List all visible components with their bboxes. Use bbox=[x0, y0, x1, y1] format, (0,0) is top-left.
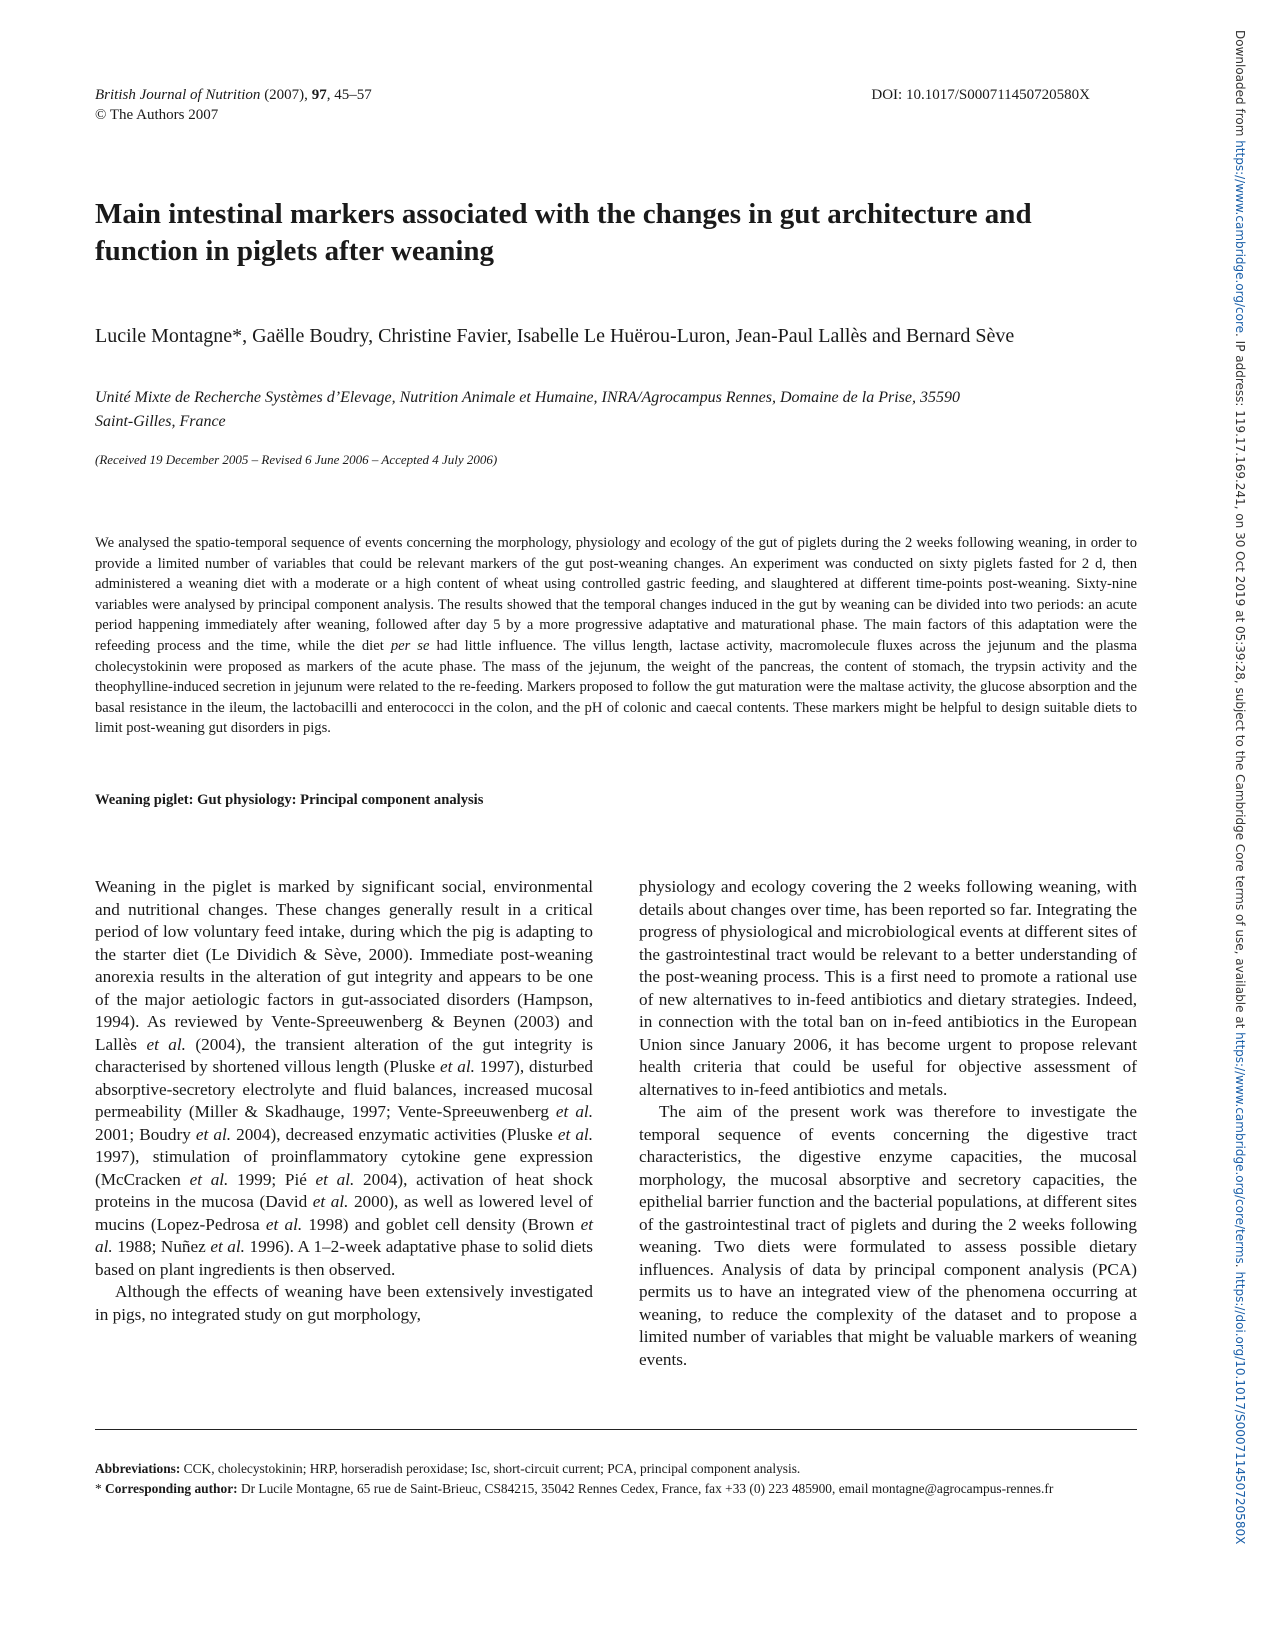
body-column-right bbox=[639, 876, 1137, 1371]
terms-link[interactable]: https://www.cambridge.org/core/terms bbox=[1233, 1032, 1247, 1264]
authors: Lucile Montagne*, Gaëlle Boudry, Christine Favier, Isabelle Le Huërou-Luron, Jean-Paul Lallès and Bernard Sève bbox=[95, 325, 1015, 347]
abbreviations-footnote: Abbreviations: CCK, cholecystokinin; HRP, horseradish peroxidase; Isc, short-circuit current; PCA, principal component analysis. bbox=[95, 1461, 801, 1476]
paragraph: Weaning in the piglet is marked by significant social, environmental and nutritional changes. These changes generally result in a critical period of low voluntary feed intake, during which the pig is adapting to the starter diet (Le Dividich & Sève, 2000). Immediate post-weaning anorexia results in the alteration of gut integrity and appears to be one of the major aetiologic factors in gut-associated disorders (Hampson, 1994). As reviewed by Vente-Spreeuwenberg & Beynen (2003) and Lallès et al. (2004), the transient alteration of the gut integrity is characterised by shortened villous length (Pluske et al. 1997), disturbed absorptive-secretory electrolyte and fluid balances, increased mucosal permeability (Miller & Skadhauge, 1997; Vente-Spreeuwenberg et al. 2001; Boudry et al. 2004), decreased enzymatic activities (Pluske et al. 1997), stimulation of proinflammatory cytokine gene expression (McCracken et al. 1999; Pié et al. 2004), activation of heat shock proteins in the mucosa (David et al. 2000), as well as lowered level of mucins (Lopez-Pedrosa et al. 1998) and goblet cell density (Brown et al. 1988; Nuñez et al. 1996). A 1–2-week adaptative phase to solid diets based on plant ingredients is then observed. bbox=[95, 877, 594, 1279]
abstract-text-2: had little influence. The villus length, lactase activity, macromolecule fluxes across the jejunum and the plasma cholecystokinin were proposed as markers of the acute phase. The mass of the jejunum, the weight of the pancreas, the content of stomach, the trypsin activity and the theophylline-induced secretion in jejunum were related to the re-feeding. Markers proposed to follow the gut maturation were the maltase activity, the glucose absorption and the basal resistance in the ileum, the lactobacilli and enterococci in the colon, and the pH of colonic and caecal contents. These markers might be helpful to design suitable diets to limit post-weaning gut disorders in pigs. bbox=[95, 637, 1137, 737]
body-column-left bbox=[95, 876, 593, 1326]
journal-pages: , 45–57 bbox=[326, 87, 372, 103]
article-title: Main intestinal markers associated with the changes in gut architecture and function in piglets after weaning bbox=[95, 198, 1032, 267]
footnotes bbox=[95, 1459, 1137, 1499]
cambridge-core-link[interactable]: https://www.cambridge.org/core bbox=[1233, 140, 1247, 334]
abstract-italic: per se bbox=[390, 637, 430, 654]
journal-volume: 97 bbox=[311, 87, 327, 103]
copyright: © The Authors 2007 bbox=[95, 107, 219, 123]
journal-citation bbox=[95, 85, 372, 125]
journal-year: (2007), bbox=[264, 87, 308, 103]
journal-name: British Journal of Nutrition bbox=[95, 87, 261, 103]
abstract bbox=[95, 533, 1137, 739]
received-dates: (Received 19 December 2005 – Revised 6 June 2006 – Accepted 4 July 2006) bbox=[95, 452, 498, 467]
doi: DOI: 10.1017/S000711450720580X bbox=[871, 87, 1090, 103]
paragraph: The aim of the present work was therefore to investigate the temporal sequence of events concerning the digestive tract characteristics, the digestive enzyme capacities, the mucosal morphology, the mucosal absorptive and secretory capacities, the epithelial barrier function and the bacterial populations, at different sites of the gastrointestinal tract of piglets and during the 2 weeks following weaning. Two diets were formulated to assess possible dietary influences. Analysis of data by principal component analysis (PCA) permits us to have an integrated view of the phenomena occurring at weaning, to reduce the complexity of the dataset and to propose a limited number of variables that might be valuable markers of weaning events. bbox=[639, 1102, 1137, 1369]
download-sidebar: Downloaded from https://www.cambridge.org/core. IP address: 119.17.169.241, on 30 Oct 2019 at 05:39:28, subject to the Cambridge Core terms of use, available at https://www.cambridge.org/core/terms. https://doi.org/10.1017/S000711450720580X bbox=[1233, 30, 1247, 1545]
doi-link[interactable]: https://doi.org/10.1017/S000711450720580X bbox=[1233, 1271, 1247, 1545]
corresponding-author-footnote: * Corresponding author: Dr Lucile Montagne, 65 rue de Saint-Brieuc, CS84215, 35042 Rennes Cedex, France, fax +33 (0) 223 485900, email montagne@agrocampus-rennes.fr bbox=[95, 1481, 1054, 1496]
paragraph: physiology and ecology covering the 2 weeks following weaning, with details about changes over time, has been reported so far. Integrating the progress of physiological and microbiological events at different sites of the gastrointestinal tract would be relevant to a better understanding of the post-weaning process. This is a first need to promote a rational use of new alternatives to in-feed antibiotics and dietary strategies. Indeed, in connection with the total ban on in-feed antibiotics in the European Union since January 2006, it has become urgent to propose relevant health criteria that could be useful for objective assessment of alternatives to in-feed antibiotics and metals. bbox=[639, 877, 1137, 1099]
abstract-text-1: We analysed the spatio-temporal sequence of events concerning the morphology, physiology and ecology of the gut of piglets during the 2 weeks following weaning, in order to provide a limited number of variables that could be relevant markers of the gut post-weaning changes. An experiment was conducted on sixty piglets fasted for 2 d, then administered a weaning diet with a moderate or a high content of wheat using controlled gastric feeding, and slaughtered at different time-points post-weaning. Sixty-nine variables were analysed by principal component analysis. The results showed that the temporal changes induced in the gut by weaning can be divided into two periods: an acute period happening immediately after weaning, followed after day 5 by a more progressive adaptative and maturational phase. The main factors of this adaptation were the refeeding process and the time, while the diet bbox=[95, 535, 1137, 654]
paragraph: Although the effects of weaning have been extensively investigated in pigs, no integrated study on gut morphology, bbox=[95, 1282, 593, 1324]
footnote-divider bbox=[95, 1429, 1137, 1430]
affiliation: Unité Mixte de Recherche Systèmes d’Elevage, Nutrition Animale et Humaine, INRA/Agrocampus Rennes, Domaine de la Prise, 35590 Saint-Gilles, France bbox=[95, 389, 960, 430]
keywords: Weaning piglet: Gut physiology: Principal component analysis bbox=[95, 792, 484, 808]
